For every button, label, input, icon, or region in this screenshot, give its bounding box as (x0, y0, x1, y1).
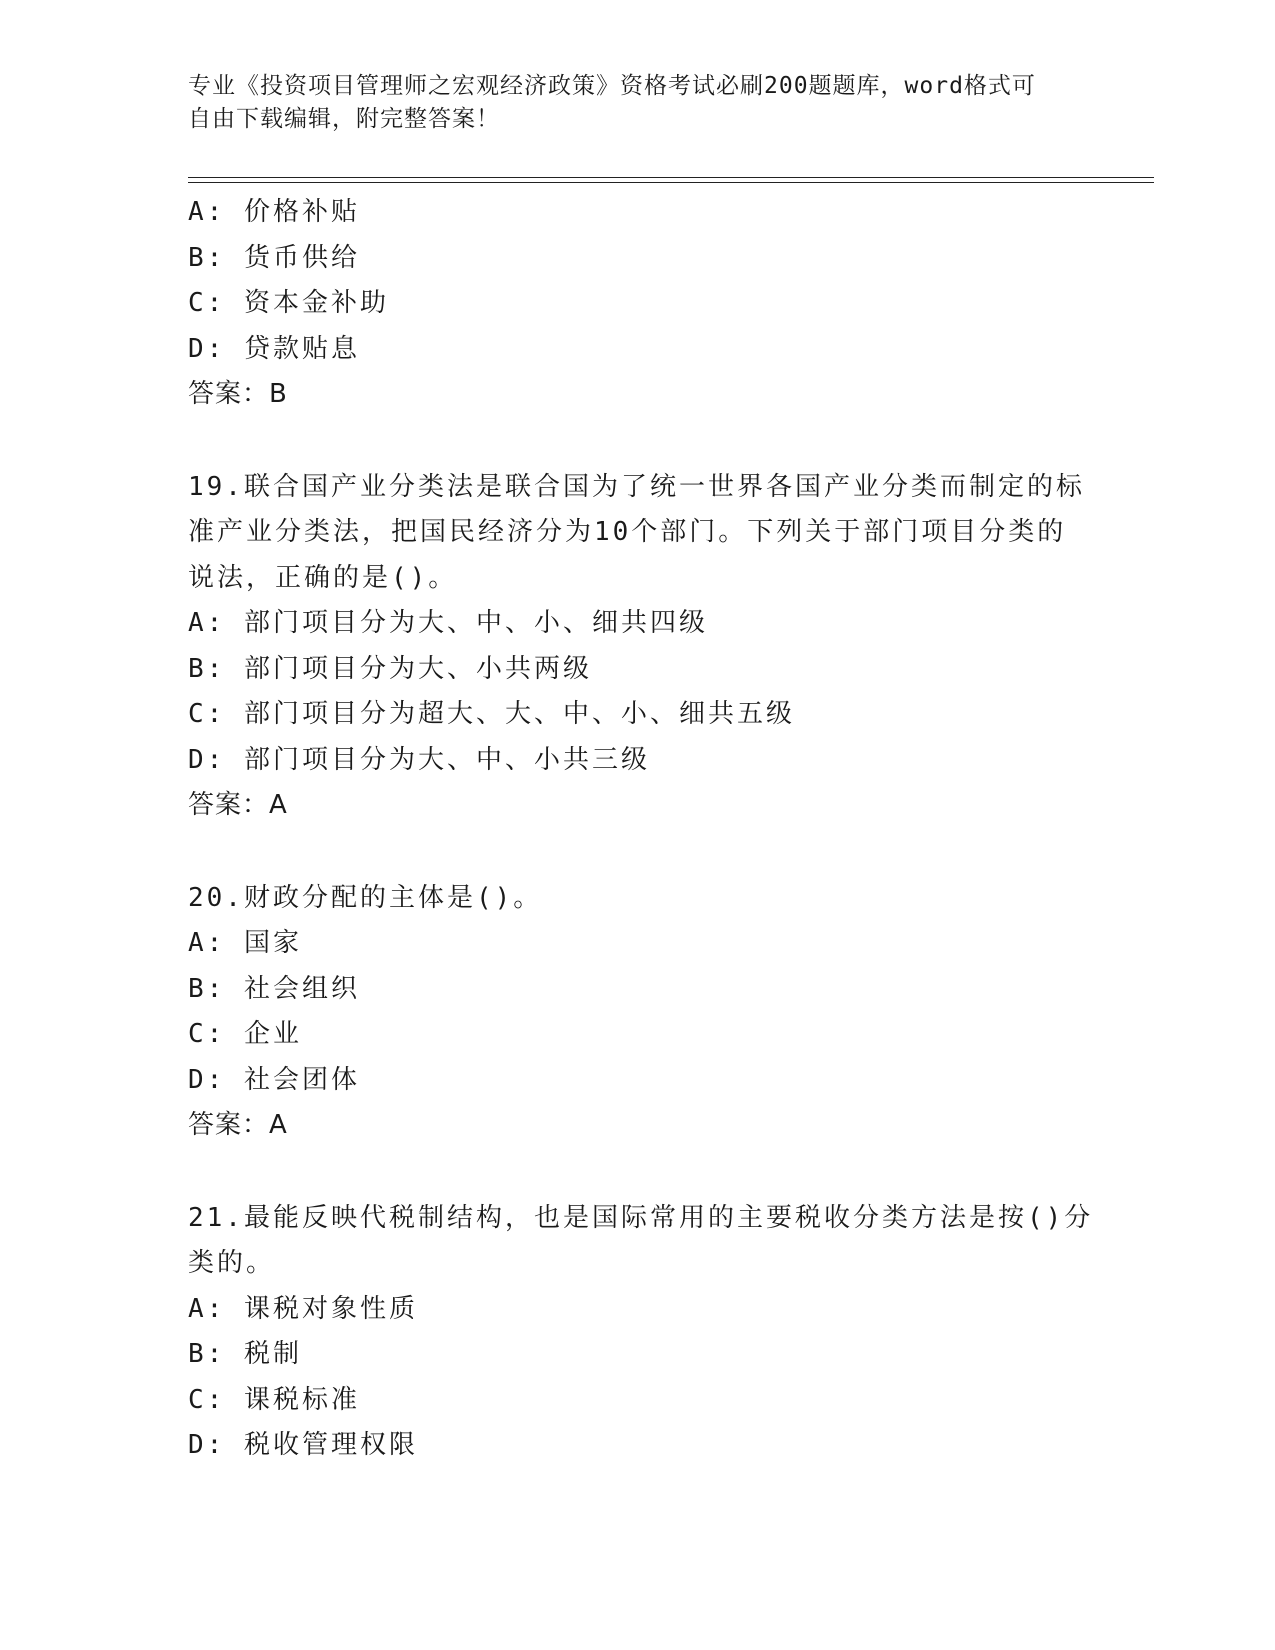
question-20 (188, 876, 1088, 1149)
option-c: C: 资本金补助 (188, 288, 389, 318)
question-text-line: 准产业分类法，把国民经济分为10个部门。下列关于部门项目分类的 (188, 517, 1067, 547)
answer-line: 答案：A (188, 1110, 288, 1140)
option-a: A: 国家 (188, 928, 302, 958)
answer-line: 答案：B (188, 379, 288, 409)
question-content (188, 190, 1094, 1469)
question-19 (188, 465, 1088, 829)
option-c: C: 企业 (188, 1019, 302, 1049)
answer-line: 答案：A (188, 790, 288, 820)
option-a: A: 课税对象性质 (188, 1293, 418, 1324)
question-text-line: 19.联合国产业分类法是联合国为了统一世界各国产业分类而制定的标 (188, 471, 1085, 502)
question-text-line: 说法，正确的是()。 (188, 562, 458, 593)
option-c: C: 课税标准 (188, 1384, 360, 1415)
option-b: B: 社会组织 (188, 973, 360, 1004)
option-d: D: 贷款贴息 (188, 333, 360, 364)
header-divider-bottom (188, 182, 1154, 183)
question-text-line: 20.财政分配的主体是()。 (188, 882, 543, 913)
question-18 (188, 190, 1088, 418)
header-divider-top (188, 177, 1154, 178)
question-21 (188, 1196, 1094, 1469)
question-text-line: 21.最能反映代税制结构，也是国际常用的主要税收分类方法是按()分 (188, 1202, 1094, 1233)
option-d: D: 税收管理权限 (188, 1430, 418, 1460)
option-d: D: 部门项目分为大、中、小共三级 (188, 744, 650, 775)
option-c: C: 部门项目分为超大、大、中、小、细共五级 (188, 699, 795, 729)
option-b: B: 货币供给 (188, 242, 360, 273)
header-line-2: 自由下载编辑，附完整答案！ (188, 106, 500, 132)
option-d: D: 社会团体 (188, 1064, 360, 1095)
document-header (188, 70, 1068, 136)
option-a: A: 价格补贴 (188, 197, 360, 227)
question-text-line: 类的。 (188, 1248, 276, 1278)
option-b: B: 税制 (188, 1339, 302, 1369)
option-a: A: 部门项目分为大、中、小、细共四级 (188, 608, 708, 638)
option-b: B: 部门项目分为大、小共两级 (188, 653, 592, 684)
header-line-1: 专业《投资项目管理师之宏观经济政策》资格考试必刷200题题库，word格式可 (188, 73, 1036, 99)
